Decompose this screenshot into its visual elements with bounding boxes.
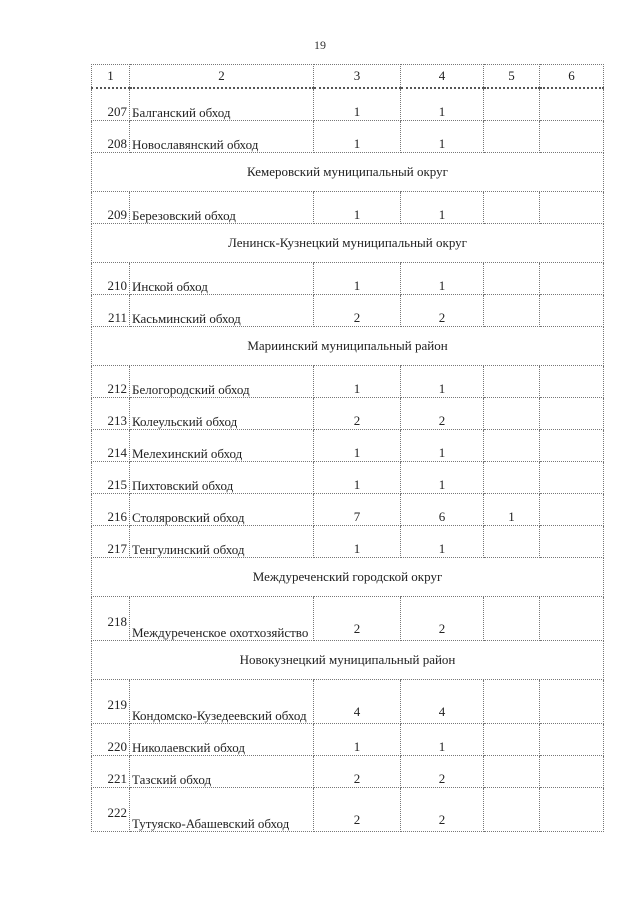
table-row [92, 398, 604, 430]
col-4-cell: 1 [401, 462, 484, 494]
col-3-cell: 2 [314, 398, 401, 430]
col-5-cell [484, 756, 540, 788]
col-4-cell: 1 [401, 121, 484, 153]
row-number-cell: 218 [92, 597, 130, 641]
col-5-cell [484, 462, 540, 494]
col-3-cell: 1 [314, 366, 401, 398]
header-cell-4: 4 [401, 65, 484, 89]
col-6-cell [540, 724, 604, 756]
header-cell-2: 2 [130, 65, 314, 89]
row-number-cell: 217 [92, 526, 130, 558]
district-name-cell: Инской обход [130, 263, 314, 295]
col-6-cell [540, 597, 604, 641]
col-5-cell [484, 724, 540, 756]
page-number: 19 [314, 38, 326, 52]
col-4-cell: 4 [401, 680, 484, 724]
col-6-cell [540, 192, 604, 224]
col-3-cell: 1 [314, 462, 401, 494]
col-4-cell: 2 [401, 295, 484, 327]
district-name-cell: Тазский обход [130, 756, 314, 788]
col-6-cell [540, 462, 604, 494]
row-number-cell: 211 [92, 295, 130, 327]
col-6-cell [540, 494, 604, 526]
table-row [92, 192, 604, 224]
col-5-cell [484, 263, 540, 295]
district-name-cell: Тенгулинский обход [130, 526, 314, 558]
table-row [92, 263, 604, 295]
section-title: Мариинский муниципальный район [92, 327, 604, 366]
col-4-cell: 2 [401, 788, 484, 832]
row-number-cell: 213 [92, 398, 130, 430]
row-number-cell: 214 [92, 430, 130, 462]
col-5-cell: 1 [484, 494, 540, 526]
table-row [92, 788, 604, 832]
col-4-cell: 2 [401, 398, 484, 430]
row-number-cell: 215 [92, 462, 130, 494]
row-number-cell: 207 [92, 88, 130, 121]
col-3-cell: 4 [314, 680, 401, 724]
col-4-cell: 1 [401, 88, 484, 121]
row-number-cell: 209 [92, 192, 130, 224]
table-body [92, 65, 604, 832]
col-3-cell: 2 [314, 597, 401, 641]
col-6-cell [540, 398, 604, 430]
col-3-cell: 2 [314, 788, 401, 832]
table-row [92, 494, 604, 526]
col-6-cell [540, 263, 604, 295]
district-name-cell: Пихтовский обход [130, 462, 314, 494]
section-title: Новокузнецкий муниципальный район [92, 641, 604, 680]
col-6-cell [540, 121, 604, 153]
col-5-cell [484, 192, 540, 224]
header-cell-6: 6 [540, 65, 604, 89]
section-row [92, 641, 604, 680]
table-row [92, 680, 604, 724]
col-5-cell [484, 295, 540, 327]
col-5-cell [484, 597, 540, 641]
col-6-cell [540, 430, 604, 462]
district-name-cell: Междуреченское охотхозяйство [130, 597, 314, 641]
col-5-cell [484, 366, 540, 398]
table-row [92, 295, 604, 327]
col-4-cell: 2 [401, 756, 484, 788]
table-row [92, 724, 604, 756]
district-name-cell: Балганский обход [130, 88, 314, 121]
row-number-cell: 220 [92, 724, 130, 756]
col-6-cell [540, 680, 604, 724]
col-6-cell [540, 295, 604, 327]
table-row [92, 756, 604, 788]
hunting-districts-table [91, 64, 604, 832]
row-number-cell: 222 [92, 788, 130, 832]
col-6-cell [540, 88, 604, 121]
district-name-cell: Столяровский обход [130, 494, 314, 526]
col-4-cell: 1 [401, 724, 484, 756]
col-6-cell [540, 756, 604, 788]
section-title: Кемеровский муниципальный округ [92, 153, 604, 192]
row-number-cell: 210 [92, 263, 130, 295]
table-row [92, 462, 604, 494]
header-cell-3: 3 [314, 65, 401, 89]
header-row [92, 65, 604, 89]
district-name-cell: Новославянский обход [130, 121, 314, 153]
col-5-cell [484, 788, 540, 832]
col-4-cell: 1 [401, 263, 484, 295]
col-3-cell: 1 [314, 192, 401, 224]
col-5-cell [484, 526, 540, 558]
section-row [92, 224, 604, 263]
section-title: Ленинск-Кузнецкий муниципальный округ [92, 224, 604, 263]
col-3-cell: 1 [314, 263, 401, 295]
district-name-cell: Тутуяско-Абашевский обход [130, 788, 314, 832]
col-3-cell: 1 [314, 724, 401, 756]
col-6-cell [540, 526, 604, 558]
col-5-cell [484, 121, 540, 153]
col-4-cell: 1 [401, 526, 484, 558]
district-name-cell: Березовский обход [130, 192, 314, 224]
table-row [92, 526, 604, 558]
col-5-cell [484, 398, 540, 430]
section-row [92, 153, 604, 192]
col-5-cell [484, 430, 540, 462]
table-row [92, 430, 604, 462]
col-3-cell: 7 [314, 494, 401, 526]
row-number-cell: 208 [92, 121, 130, 153]
row-number-cell: 216 [92, 494, 130, 526]
col-5-cell [484, 680, 540, 724]
col-3-cell: 2 [314, 295, 401, 327]
col-5-cell [484, 88, 540, 121]
col-4-cell: 1 [401, 192, 484, 224]
col-4-cell: 1 [401, 430, 484, 462]
header-cell-1: 1 [92, 65, 130, 89]
table-row [92, 88, 604, 121]
row-number-cell: 212 [92, 366, 130, 398]
col-4-cell: 2 [401, 597, 484, 641]
col-3-cell: 2 [314, 756, 401, 788]
col-6-cell [540, 788, 604, 832]
col-3-cell: 1 [314, 121, 401, 153]
col-4-cell: 1 [401, 366, 484, 398]
district-name-cell: Николаевский обход [130, 724, 314, 756]
section-title: Междуреченский городской округ [92, 558, 604, 597]
district-name-cell: Касьминский обход [130, 295, 314, 327]
row-number-cell: 219 [92, 680, 130, 724]
col-3-cell: 1 [314, 526, 401, 558]
row-number-cell: 221 [92, 756, 130, 788]
district-name-cell: Колеульский обход [130, 398, 314, 430]
col-4-cell: 6 [401, 494, 484, 526]
section-row [92, 558, 604, 597]
table-row [92, 121, 604, 153]
col-3-cell: 1 [314, 430, 401, 462]
district-name-cell: Мелехинский обход [130, 430, 314, 462]
col-3-cell: 1 [314, 88, 401, 121]
district-name-cell: Белогородский обход [130, 366, 314, 398]
col-6-cell [540, 366, 604, 398]
table-row [92, 366, 604, 398]
district-name-cell: Кондомско-Кузедеевский обход [130, 680, 314, 724]
table-row [92, 597, 604, 641]
header-cell-5: 5 [484, 65, 540, 89]
section-row [92, 327, 604, 366]
